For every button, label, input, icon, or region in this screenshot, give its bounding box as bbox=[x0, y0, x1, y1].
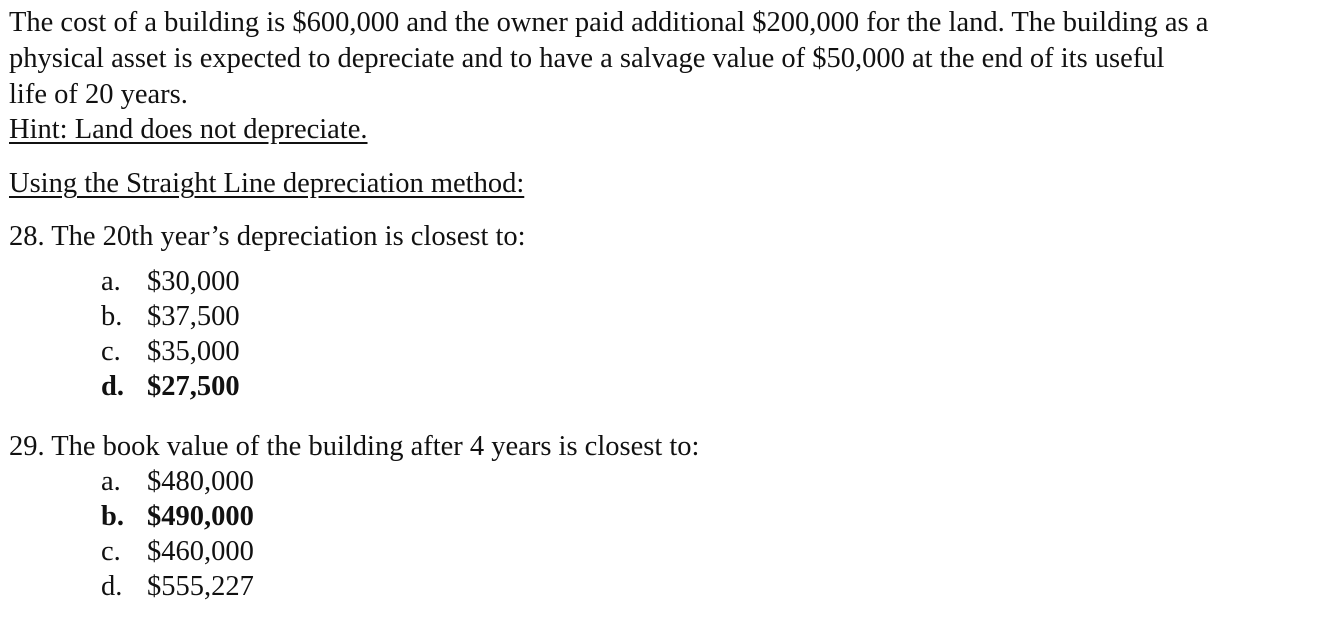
option-value: $555,227 bbox=[147, 571, 254, 602]
option-letter: d. bbox=[101, 571, 123, 602]
question-28-option-a bbox=[101, 265, 240, 299]
option-value: $480,000 bbox=[147, 466, 254, 497]
intro-line-2: physical asset is expected to depreciate and to have a salvage value of $50,000 at the end of its useful bbox=[9, 43, 1165, 74]
question-28-option-c bbox=[101, 335, 240, 369]
question-28-text: 28. The 20th year’s depreciation is closest to: bbox=[9, 221, 526, 252]
question-28-option-d bbox=[101, 370, 240, 404]
option-letter: c. bbox=[101, 536, 121, 567]
option-value: $37,500 bbox=[147, 301, 240, 332]
method-heading: Using the Straight Line depreciation method: bbox=[9, 168, 525, 199]
option-value: $460,000 bbox=[147, 536, 254, 567]
option-value: $490,000 bbox=[147, 501, 254, 532]
question-29-option-d bbox=[101, 570, 254, 604]
hint-text: Hint: Land does not depreciate. bbox=[9, 114, 368, 145]
intro-line-1: The cost of a building is $600,000 and the owner paid additional $200,000 for the land. The building as a bbox=[9, 7, 1209, 38]
option-value: $35,000 bbox=[147, 336, 240, 367]
intro-line-3: life of 20 years. bbox=[9, 79, 188, 110]
question-28-option-b bbox=[101, 300, 240, 334]
question-29-option-c bbox=[101, 535, 254, 569]
question-29-option-a bbox=[101, 465, 254, 499]
question-29-option-b bbox=[101, 500, 254, 534]
option-letter: a. bbox=[101, 466, 121, 497]
option-value: $27,500 bbox=[147, 371, 240, 402]
question-29-text: 29. The book value of the building after 4 years is closest to: bbox=[9, 431, 700, 462]
option-letter: d. bbox=[101, 371, 124, 402]
option-letter: c. bbox=[101, 336, 121, 367]
option-letter: a. bbox=[101, 266, 121, 297]
option-value: $30,000 bbox=[147, 266, 240, 297]
option-letter: b. bbox=[101, 501, 124, 532]
option-letter: b. bbox=[101, 301, 123, 332]
